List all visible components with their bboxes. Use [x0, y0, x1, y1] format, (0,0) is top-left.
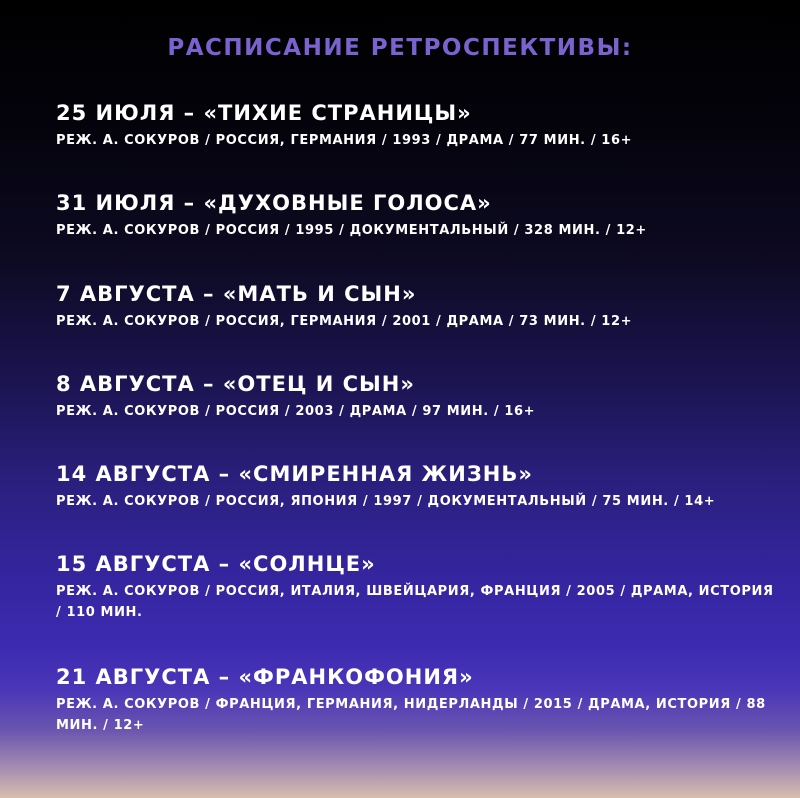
- entry-title: 31 ИЮЛЯ – «ДУХОВНЫЕ ГОЛОСА»: [56, 191, 492, 215]
- entry-details: РЕЖ. А. СОКУРОВ / РОССИЯ, ИТАЛИЯ, ШВЕЙЦАРИЯ, ФРАНЦИЯ / 2005 / ДРАМА, ИСТОРИЯ / 110 МИН.: [56, 584, 774, 620]
- entry-title: 8 АВГУСТА – «ОТЕЦ И СЫН»: [56, 372, 415, 396]
- entry-details: РЕЖ. А. СОКУРОВ / РОССИЯ / 2003 / ДРАМА / 97 МИН. / 16+: [56, 404, 536, 419]
- schedule-entry: [56, 100, 776, 151]
- schedule-entry: [56, 461, 776, 512]
- poster-heading: РАСПИСАНИЕ РЕТРОСПЕКТИВЫ:: [167, 35, 633, 61]
- entry-title: 15 АВГУСТА – «СОЛНЦЕ»: [56, 552, 376, 576]
- entry-details: РЕЖ. А. СОКУРОВ / РОССИЯ / 1995 / ДОКУМЕНТАЛЬНЫЙ / 328 МИН. / 12+: [56, 223, 647, 238]
- entry-details: РЕЖ. А. СОКУРОВ / РОССИЯ, ЯПОНИЯ / 1997 / ДОКУМЕНТАЛЬНЫЙ / 75 МИН. / 14+: [56, 494, 716, 509]
- entry-details: РЕЖ. А. СОКУРОВ / РОССИЯ, ГЕРМАНИЯ / 2001 / ДРАМА / 73 МИН. / 12+: [56, 314, 633, 329]
- entry-title: 7 АВГУСТА – «МАТЬ И СЫН»: [56, 282, 417, 306]
- schedule-entry: [56, 371, 776, 422]
- entry-title: 14 АВГУСТА – «СМИРЕННАЯ ЖИЗНЬ»: [56, 462, 533, 486]
- entry-title: 25 ИЮЛЯ – «ТИХИЕ СТРАНИЦЫ»: [56, 101, 472, 125]
- schedule-entry: [56, 551, 776, 623]
- entry-details: РЕЖ. А. СОКУРОВ / ФРАНЦИЯ, ГЕРМАНИЯ, НИДЕРЛАНДЫ / 2015 / ДРАМА, ИСТОРИЯ / 88 МИН. / 12+: [56, 697, 766, 733]
- schedule-entry: [56, 190, 776, 241]
- schedule-entry: [56, 664, 776, 736]
- entry-details: РЕЖ. А. СОКУРОВ / РОССИЯ, ГЕРМАНИЯ / 1993 / ДРАМА / 77 МИН. / 16+: [56, 133, 633, 148]
- schedule-entry: [56, 281, 776, 332]
- entry-title: 21 АВГУСТА – «ФРАНКОФОНИЯ»: [56, 665, 474, 689]
